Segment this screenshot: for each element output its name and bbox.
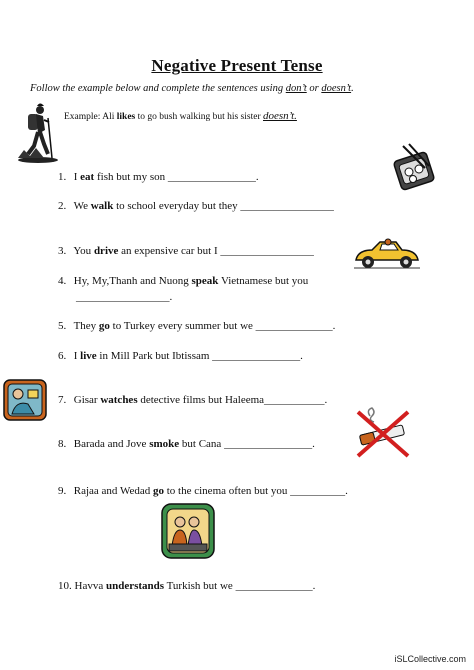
question-number: 2. <box>58 200 67 212</box>
question-text-pre: Hy, My,Thanh and Nuong <box>73 275 192 287</box>
question-number: 7. <box>58 394 67 406</box>
question-text-post: to school everyday but they _________________ <box>113 200 334 212</box>
question-text-post: to Turkey every summer but we ______________. <box>109 320 336 332</box>
question-4-blank: _________________. <box>76 291 173 303</box>
sushi-icon <box>389 142 441 194</box>
question-number: 5. <box>58 320 67 332</box>
question-text-post: Turkish but we ______________. <box>164 580 316 592</box>
question-verb: walk <box>90 200 114 212</box>
cinema-icon <box>160 502 216 560</box>
question-7 <box>58 394 327 406</box>
question-text-pre: Gisar <box>73 394 101 406</box>
instructions-text: Follow the example below and complete the sentences using <box>30 83 286 94</box>
question-number: 6. <box>58 350 67 362</box>
tv-watching-icon <box>2 378 48 422</box>
question-verb: eat <box>80 171 95 183</box>
question-text-post: in Mill Park but Ibtissam ________________. <box>96 350 303 362</box>
question-8 <box>58 438 315 450</box>
question-text-pre: I <box>73 171 81 183</box>
question-text-post: Vietnamese but you <box>218 275 309 287</box>
question-verb: understands <box>105 580 165 592</box>
question-text-post: to the cinema often but you __________. <box>164 485 348 497</box>
no-smoking-icon <box>352 406 414 460</box>
question-4 <box>58 275 308 287</box>
question-verb: drive <box>93 245 119 257</box>
question-number: 4. <box>58 275 67 287</box>
question-verb: live <box>80 350 97 362</box>
question-2 <box>58 200 334 212</box>
question-1 <box>58 171 259 183</box>
question-number: 8. <box>58 438 67 450</box>
example-pre: Example: Ali <box>64 112 117 122</box>
question-6 <box>58 350 303 362</box>
page-title: Negative Present Tense <box>151 56 323 75</box>
doesnt-word: doesn’t <box>321 83 352 94</box>
question-9 <box>58 485 348 497</box>
question-text-post: but Cana ________________. <box>179 438 315 450</box>
question-number: 10. <box>58 580 72 592</box>
instructions-or: or <box>306 83 322 94</box>
question-number: 9. <box>58 485 67 497</box>
hiker-icon <box>10 100 60 164</box>
question-text-pre: You <box>73 245 94 257</box>
question-3 <box>58 245 314 257</box>
question-text-pre: We <box>73 200 91 212</box>
question-text-pre: They <box>73 320 99 332</box>
question-verb: go <box>153 485 164 497</box>
question-verb: smoke <box>149 438 180 450</box>
question-text-post: an expensive car but I _________________ <box>118 245 314 257</box>
question-verb: go <box>98 320 110 332</box>
question-text-pre: Havva <box>74 580 106 592</box>
footer-watermark: iSLCollective.com <box>394 654 466 664</box>
example-answer: doesn’t. <box>263 110 297 122</box>
question-text-pre: Rajaa and Wedad <box>73 485 153 497</box>
question-verb: watches <box>100 394 138 406</box>
instructions <box>30 83 460 94</box>
instructions-end: . <box>351 83 354 94</box>
question-text-post: detective films but Haleema___________. <box>137 394 328 406</box>
question-10 <box>58 580 315 592</box>
question-5 <box>58 320 335 332</box>
question-text-post: fish but my son ________________. <box>94 171 259 183</box>
question-verb: speak <box>191 275 219 287</box>
question-text-pre: Barada and Jove <box>73 438 150 450</box>
car-icon <box>352 234 422 272</box>
example-post: to go bush walking but his sister <box>135 112 263 122</box>
question-number: 3. <box>58 245 67 257</box>
example-sentence <box>64 110 297 122</box>
question-text-pre: I <box>73 350 81 362</box>
question-number: 1. <box>58 171 67 183</box>
dont-word: don’t <box>285 83 307 94</box>
example-verb: likes <box>116 112 136 122</box>
